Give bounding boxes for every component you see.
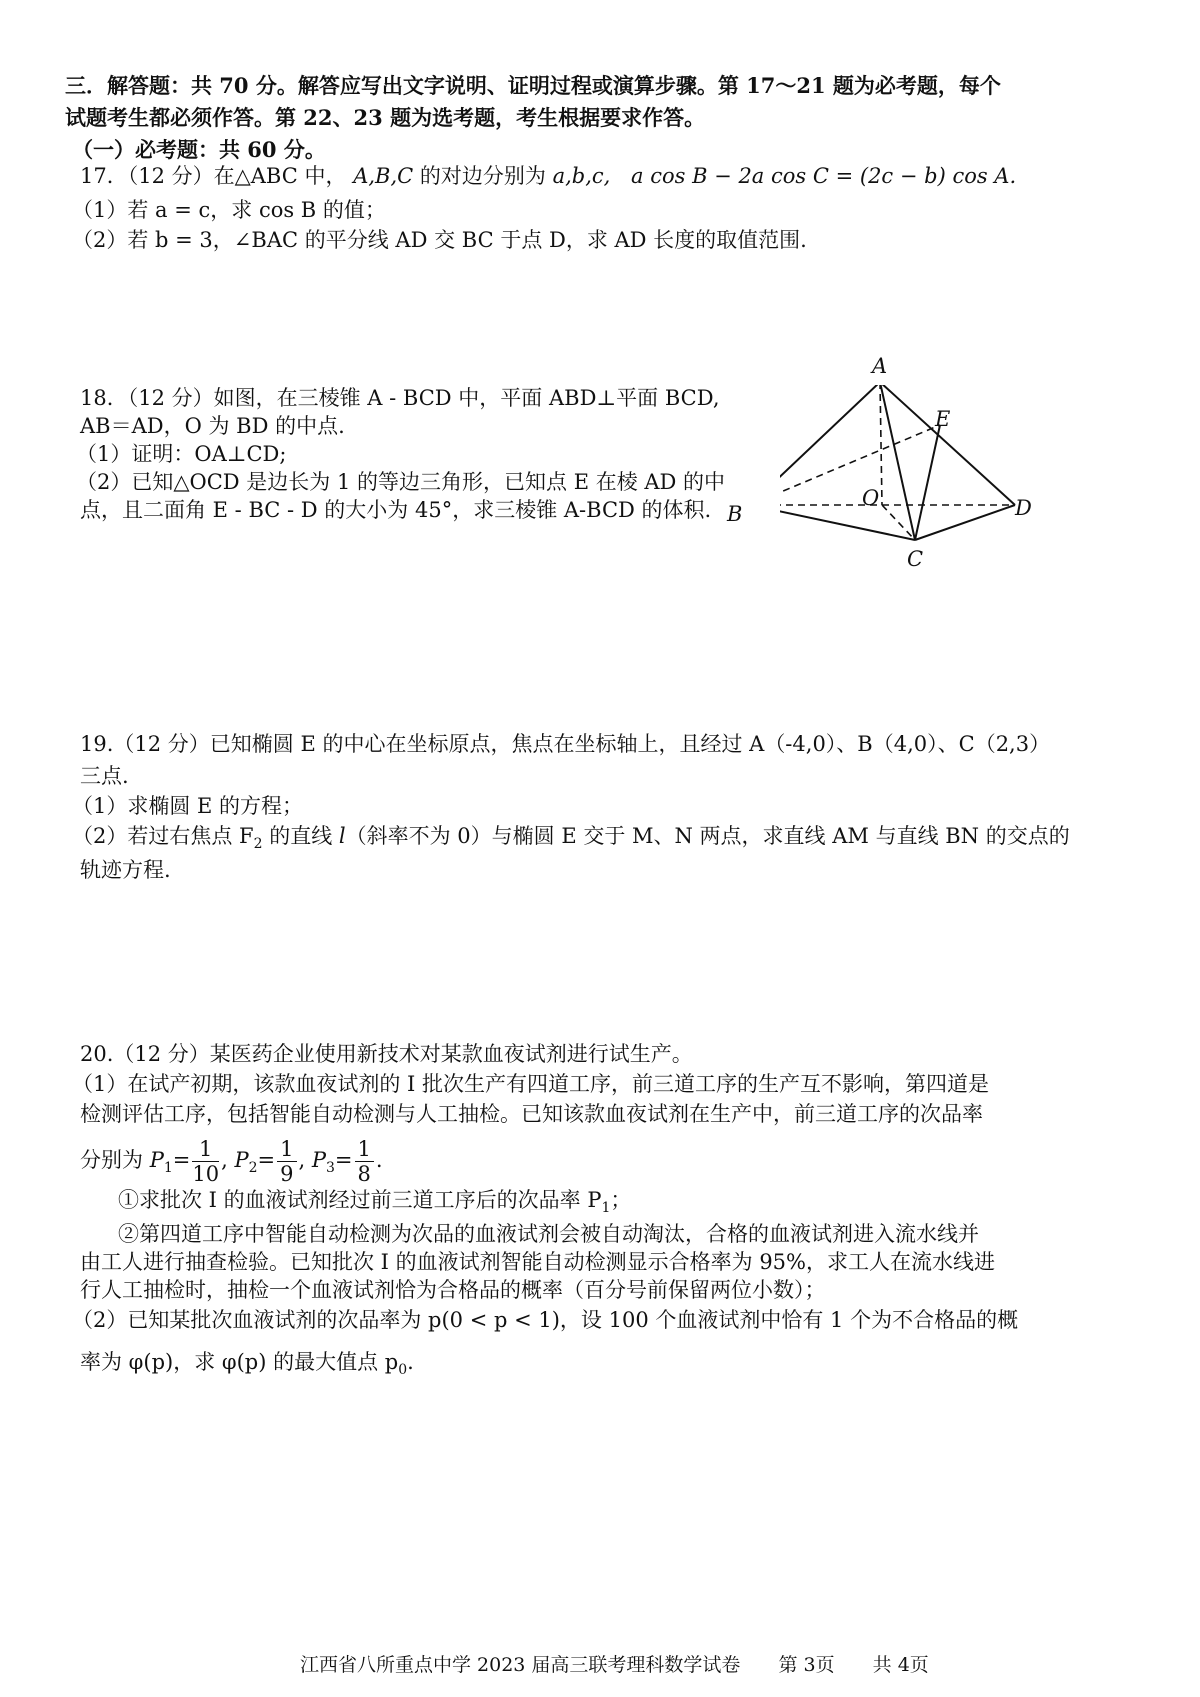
q18-part2-line1: （2）已知△OCD 是边长为 1 的等边三角形，已知点 E 在棱 AD 的中 xyxy=(76,470,726,494)
q19-part2a: （2）若过右焦点 F xyxy=(72,824,254,848)
p3-num: 1 xyxy=(355,1137,374,1162)
q17-stem-vars: A,B,C xyxy=(353,164,414,188)
vertex-label-a: A xyxy=(872,354,888,378)
edge-ao-hidden xyxy=(880,385,882,505)
section-header-line1: 三．解答题：共 70 分。解答应写出文字说明、证明过程或演算步骤。第 17～21 题为必考题，每个 xyxy=(65,73,1001,98)
p1-name: P xyxy=(149,1148,164,1172)
p1-den: 10 xyxy=(192,1162,220,1186)
q19-part2-line1 xyxy=(72,822,1070,858)
q17-part2: （2）若 b = 3，∠BAC 的平分线 AD 交 BC 于点 D，求 AD 长度的取值范围. xyxy=(72,228,807,252)
q18-line2: AB＝AD，O 为 BD 的中点. xyxy=(80,414,345,438)
p2-fraction xyxy=(277,1137,296,1186)
q20-line2: （1）在试产初期，该款血夜试剂的 I 批次生产有四道工序，前三道工序的生产互不影响，第四道是 xyxy=(72,1072,990,1096)
q18-part2-line2: 点，且二面角 E - BC - D 的大小为 45°，求三棱锥 A-BCD 的体积. xyxy=(80,498,712,522)
q17-stem-mid: 的对边分别为 xyxy=(413,164,553,188)
q20-line4-prefix: 分别为 xyxy=(80,1148,150,1172)
footer-page: 第 3页 xyxy=(778,1654,835,1676)
q20-sub1-sub: 1 xyxy=(601,1200,611,1217)
q19-part1: （1）求椭圆 E 的方程； xyxy=(72,794,304,818)
q19-line2: 三点. xyxy=(80,764,129,788)
p3-name: P xyxy=(311,1148,326,1172)
p2-num: 1 xyxy=(277,1137,296,1162)
page-footer xyxy=(300,1650,961,1677)
q20-line3: 检测评估工序，包括智能自动检测与人工抽检。已知该款血夜试剂在生产中，前三道工序的次品率 xyxy=(80,1102,983,1126)
vertex-label-b: B xyxy=(727,502,743,526)
p1-num: 1 xyxy=(192,1137,219,1162)
q19-line1: 19.（12 分）已知椭圆 E 的中心在坐标原点，焦点在坐标轴上，且经过 A（-4,0）、B（4,0）、C（2,3） xyxy=(80,732,1051,756)
q20-sub2-line3: 行人工抽检时，抽检一个血液试剂恰为合格品的概率（百分号前保留两位小数）； xyxy=(80,1278,826,1302)
q20-part2b: 率为 φ(p)，求 φ(p) 的最大值点 p xyxy=(80,1350,399,1374)
q19-part2-line2: 轨迹方程. xyxy=(80,858,171,882)
vertex-label-d: D xyxy=(1015,496,1032,520)
q20-line4: 分别为 $P_1=$ $\frac{1}{10}$ , $P_2=$ $\frac{1}{9}$ , $P_3=$ $\frac{1}{8}$ . xyxy=(80,1137,383,1186)
q18-part1: （1）证明：OA⊥CD; xyxy=(76,442,287,466)
q17-stem-equation: a cos B − 2a cos C = (2c − b) cos A. xyxy=(631,164,1017,188)
q19-part2-l: l xyxy=(338,824,346,848)
p2-name: P xyxy=(234,1148,249,1172)
p2-sub: 2 xyxy=(248,1160,258,1177)
q20-part2-line2 xyxy=(80,1348,414,1384)
q20-sub1-end: ； xyxy=(610,1188,632,1212)
q20-sub1 xyxy=(118,1186,631,1222)
p3-fraction xyxy=(355,1137,374,1186)
edge-cd xyxy=(915,505,1015,540)
footer-total: 共 4页 xyxy=(872,1654,929,1676)
section-header-line2: 试题考生都必须作答。第 22、23 题为选考题，考生根据要求作答。 xyxy=(65,105,706,130)
edge-ec xyxy=(915,425,940,540)
q20-part2-line1: （2）已知某批次血液试剂的次品率为 p(0 < p < 1)，设 100 个血液试剂中恰有 1 个为不合格品的概 xyxy=(72,1308,1019,1332)
vertex-label-o: O xyxy=(862,486,880,510)
footer-title: 江西省八所重点中学 2023 届高三联考理科数学试卷 xyxy=(300,1654,741,1676)
vertex-label-e: E xyxy=(935,407,951,431)
edge-be-hidden xyxy=(780,425,940,505)
q19-part2c: （斜率不为 0）与椭圆 E 交于 M、N 两点，求直线 AM 与直线 BN 的交点的 xyxy=(345,824,1070,848)
q20-line1: 20.（12 分）某医药企业使用新技术对某款血夜试剂进行试生产。 xyxy=(80,1042,693,1066)
p1-fraction xyxy=(192,1137,219,1186)
q17-part1: （1）若 a = c，求 cos B 的值； xyxy=(72,198,386,222)
edge-ad xyxy=(880,385,1015,505)
q20-part2b-end: . xyxy=(407,1350,414,1374)
q20-sub2-line1: ②第四道工序中智能自动检测为次品的血液试剂会被自动淘汰，合格的血液试剂进入流水线并 xyxy=(118,1222,979,1246)
q19-part2b: 的直线 xyxy=(262,824,339,848)
q18-line1: 18．（12 分）如图，在三棱锥 A - BCD 中，平面 ABD⊥平面 BCD, xyxy=(80,386,720,410)
q17-stem xyxy=(80,162,1016,190)
vertex-label-c: C xyxy=(907,547,924,571)
q20-sub2-line2: 由工人进行抽查检验。已知批次 I 的血液试剂智能自动检测显示合格率为 95%，求工人在流水线进 xyxy=(80,1250,995,1274)
p2-den: 9 xyxy=(280,1162,294,1186)
section-subheading: （一）必考题：共 60 分。 xyxy=(72,137,326,162)
p3-sub: 3 xyxy=(326,1160,335,1177)
q20-part2b-sub: 0 xyxy=(398,1362,408,1379)
q19-part2-sub: 2 xyxy=(253,836,263,853)
p3-den: 8 xyxy=(357,1162,371,1186)
q17-stem-prefix: 17．（12 分）在△ABC 中， xyxy=(80,164,347,188)
q17-stem-sides: a,b,c, xyxy=(552,164,611,188)
p1-sub: 1 xyxy=(163,1160,173,1177)
edge-bc xyxy=(780,505,915,540)
q20-sub1-text: ①求批次 I 的血液试剂经过前三道工序后的次品率 P xyxy=(118,1188,602,1212)
